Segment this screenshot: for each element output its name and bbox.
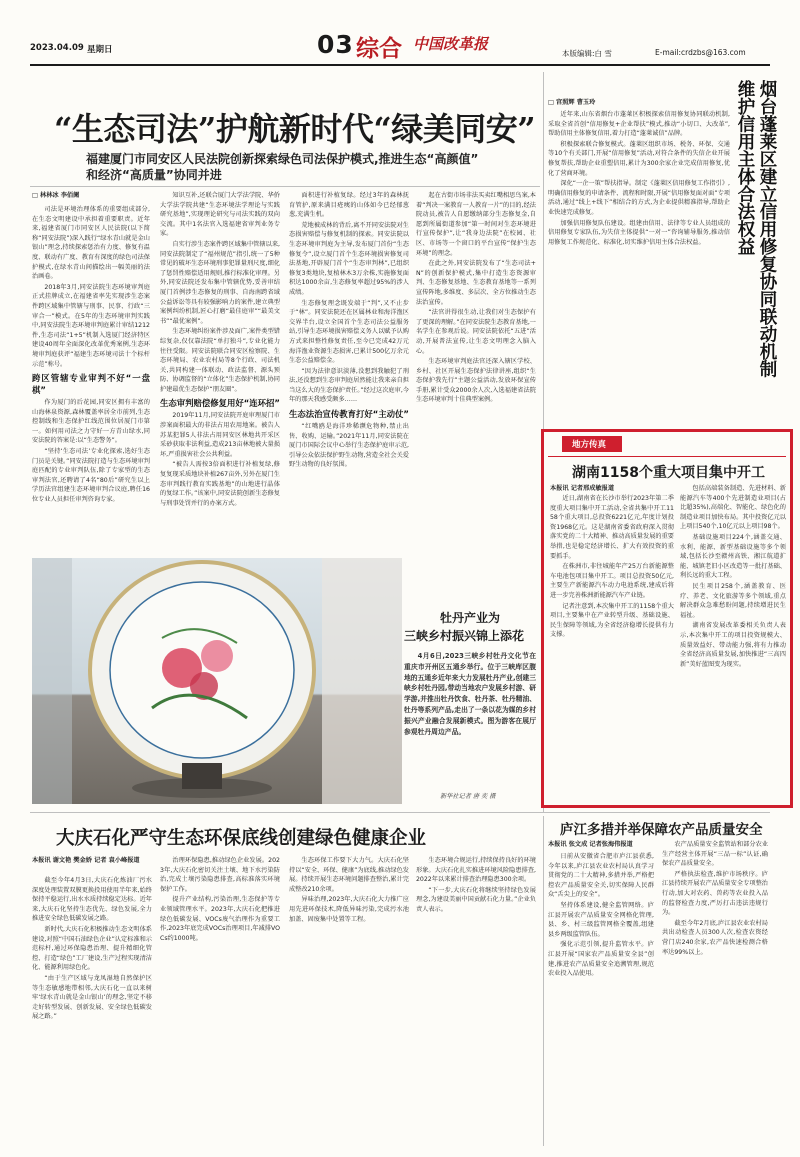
brand-logo: 中国改革报 — [413, 35, 489, 53]
local-news-para: 湖南省发展改革委相关负责人表示,本次集中开工的项目投资规模大、质量效益好、带动能力强,将有力推动全省经济高质量发展,加快推进“三高四新”美好蓝图变为现实。 — [680, 622, 786, 668]
main-headline: “生态司法”护航新时代“绿美同安” — [54, 110, 536, 148]
feature-body: 4月6日,2023三峡乡村牡丹文化节在重庆市开州区五通乡举行。位于三峡库区腹地的五通乡近年来大力发展牡丹产业,创建三峡乡村牡丹园,带动当地农户发展乡村游、研学游,并推出牡丹饮食、牡丹茶、牡丹精油、牡丹等系列产品,走出了一条以花为媒的乡村振兴产业融合发展新模式。图为游客在展厅参观牡丹周边产品。 — [404, 652, 536, 736]
bottom-right-para: 截至今年2月底,庐江县农业农村局共出动检查人员300人次,检查农资经营门店240余家,农产品快速检测合格率达99%以上。 — [662, 919, 768, 956]
main-col1-para: 司法是环境治理体系的重要组成部分,在生态文明建设中承担着重要职责。近年来,福建省厦门市同安区人民法院(以下简称“同安法院”)深入践行“绿水青山就是金山银山”理念,持续探索惩治有力度、修复有温度、联动有广度、教育有深度的绿色司法保护模式,在绿水青山间描绘出一幅美丽的法治画卷。 — [32, 206, 150, 281]
bottom-col2 — [160, 856, 280, 1146]
main-column-1 — [32, 205, 150, 555]
main-col3-para: 荒地被成林的背后,离不开同安法院对生态损害赔偿与修复机制的探索。同安法院以生态环境审判庭为主导,发布厦门首份“生态修复令”,设立厦门首个生态环境损害修复司法基地,开辟厦门首个“生态审判林”,已组织修复3类地块,复植林木3万余株,实施修复面积达1000余亩,生态修复率超过95%的涉人成绩。 — [289, 221, 409, 296]
bottom-right-col1 — [548, 852, 654, 1146]
main-col1-para: 作为厦门的后花园,同安区拥有丰富的山海林泉资源,森林覆盖率居全市前列,生态控制线和生态保护红线范围位居厦门市第一。如何用司法之力守好一方青山绿水,同安法院的答案是:以“生态警务”。 — [32, 399, 150, 445]
main-subtitle-c: 生态法治宣传教育打好“主动仗” — [289, 409, 409, 420]
bottom-para: “下一步,大庆石化将继续坚持绿色发展理念,为建设美丽中国贡献石化力量。”企业负责人表示。 — [416, 886, 536, 913]
main-col1-para: 2018年3月,同安法院生态环境审判庭正式挂牌成立,在福建省率先实现涉生态案件跨区域集中管辖与刑事、民事、行政“三审合一”模式。在5年的生态环境审判实践中,同安法院生态环境审判庭累计审结1212件,生态司法“1+5”机制入选厦门经济特区建设40周年全面深化改革优秀案例,生态环境审判庭获评“福建生态环境司法十个标杆示范”称号。 — [32, 283, 150, 368]
bottom-right-para: 日前从安徽省合肥市庐江县获悉,今年以来,庐江县农业农村局认真学习贯彻党的二十大精神,多措并举,严格把控农产品质量安全关,切实保障人民群众“舌尖上的安全”。 — [548, 853, 654, 899]
right-top-para: 加强信用修复队伍建设。组建由信用、法律等专业人员组成的信用修复专家队伍,为失信主体提供“一对一”咨询辅导服务,推动信用修复工作规范化、标准化,切实维护信用主体合法权益。 — [548, 219, 730, 246]
main-column-4 — [416, 191, 536, 521]
bottom-col3 — [289, 856, 409, 1146]
main-col4-para: 生态环境审判庭法官还深入辖区学校、乡村、社区开展生态保护法律讲座,组织“生态保护我先行”主题公益活动,发放环保宣传手册,累计受众2000余人次,入选福建省法院生态环境审判十佳典型案例。 — [416, 358, 536, 404]
main-col3-para: 生态修复理念既发端于“判”,又不止步于“林”。同安法院还在区属林业和海洋渔区交界半台,设立全国首个生态司法公益服务站,引导生态环境损害赔偿义务人以赋予认购方式来担整性修复责任,至今已完成42万元海洋渔业资源生态损害,已累计500亿万余元生态公益赔偿金。 — [289, 299, 409, 365]
header-bar — [30, 24, 770, 64]
main-headline-rule — [30, 186, 540, 187]
porcelain-plate-photo — [32, 558, 402, 804]
bottom-right-byline: 本报讯 张文成 记者张海伟报道 — [548, 841, 633, 848]
local-news-box — [541, 429, 793, 808]
main-col4-para: 起在古街市场非法买卖红嘴相思鸟案,本着“判决一案教育一人教育一片”的目的,经法院动员,被告人自愿缴纳部分生态修复金,自愿到所属街道参加“第一时间对生态环境进行宣传保护”,让“我身边法院”在校园、社区、市场等一个窗口的平台宣传“保护生态环境”的理念。 — [416, 192, 536, 257]
bottom-para: 提升产业结构,污染治理,生态保护等专业领域管理水平。2023年,大庆石化把推进绿色低碳发展、VOCs废气治理作为重要工作,2023年底完成VOCs治理项目,年减排VOCs约1000吨。 — [160, 896, 280, 942]
main-subtitle-b: 生态审判赔偿修复用好“连环招” — [160, 398, 280, 409]
main-subhead-2: 和经济“高质量”协同并进 — [86, 168, 222, 182]
main-col4-para: 在此之外,同安法院发布了“生态司法+N”的创新保护模式,集中打造生态资源审判、生态修复基地、生态教育基地等一系列宣传阵地,多维度、多层次、全方位推动生态法治宣传。 — [416, 260, 536, 306]
local-news-badge — [562, 436, 622, 452]
bottom-byline-label: 本报讯 — [32, 857, 51, 864]
page-email: E-mail:crdzbs@163.com — [655, 48, 746, 57]
bottom-para: 生态环境合规运行,持续保持良好的环境形象。大庆石化扎实推进环境风险隐患排查,2022年以来累计排查治理隐患300余项。 — [416, 857, 536, 884]
local-news-para: 基础设施项目224个,涵盖交通、水利、能源、新型基础设施等多个领域,包括长沙至赣州高铁、湘江航道扩能、城镇老旧小区改造等一批打基础、利长远的重大工程。 — [680, 533, 786, 580]
main-col3-para: 面积进行补植复绿。经过3年的森林抚育管护,原来满目疮痍的山体如今已经郁葱葱,充满生机。 — [289, 192, 409, 219]
page-number: 03 — [317, 30, 354, 59]
bottom-right-para: 坚持体系建设,健全监管网络。庐江县开展农产品质量安全网格化管理,县、乡、村三级监管网格全覆盖,组建县乡两级监管队伍。 — [548, 901, 654, 938]
local-news-para: 记者注意到,本次集中开工的1158个重大项目,主要集中在产业转型升级、基础设施、民生保障等领域,为全省经济稳增长提供有力支撑。 — [550, 602, 674, 639]
bottom-section-rule — [30, 812, 770, 813]
bottom-column-divider — [543, 816, 544, 1146]
right-top-para: 积极探索联合修复模式。蓬莱区组织市场、税务、环保、交通等10个有关部门,开展“信用修复”活动,对符合条件的失信企业开展修复帮扶,帮助企业重塑信用,累计为300余家企业完成信用修复,优化了营商环境。 — [548, 140, 730, 177]
right-top-vertical-title: 烟台蓬莱区建立信用修复协同联动机制 维护信用主体合法权益 — [735, 80, 777, 378]
main-subtitle-a: 跨区管辖专业审判不好“一盘棋” — [32, 373, 150, 396]
local-news-rule — [548, 456, 786, 457]
feature-box — [402, 601, 538, 807]
section-name: 综合 — [356, 36, 402, 62]
main-col4-para: “法官讲得很生动,让我们对生态保护有了更深的理解。”在同安法院生态教育基地,一名学生在参观后说。同安法院依托“五进”活动,开展普法宣传,让生态文明理念入脑入心。 — [416, 309, 536, 355]
feature-title-2: 三峡乡村振兴锦上添花 — [404, 629, 525, 643]
issue-weekday: 星期日 — [87, 45, 113, 55]
plate-illustration-icon — [32, 558, 402, 804]
main-col2-para: 自实行涉生态案件跨区域集中管辖以来,同安法院制定了“福州规范”指引,统一了5种常见的破坏生态环境刑事犯罪量刑尺度,细化了惩罚性赔偿适用规则,推行标准化审理。另外,同安法院还发布集中管辖优势,妥善审结厦门首例涉生态修复的刑事、自海南跨省域公益诉讼等具有较强影响力的案件,建立典型案例纠纷机制,匠心打磨“最佳庭审”“最美文书”“最优案例”。 — [160, 240, 280, 325]
bottom-right-para: 强化示范引领,提升监管水平。庐江县开展“国家农产品质量安全县”创建,推进农产品质量安全追溯管理,规范农业投入品使用。 — [548, 941, 654, 978]
main-col2-para: 知识互补,还联合厦门大学法学院、华侨大学法学院共建“生态环境法学理论与实践研究基地”,实现理论研究与司法实践的双向交流。其中1名法官入选福建省审判业务专家。 — [160, 192, 280, 238]
main-col2-para: 2019年11月,同安法院开庭审理厦门市涉案面积最大的非法占用农用地案。被告人苏某犯罪5人非法占用同安区林地共开采区采砂获取非法利益,造成213亩林地被大量损坏,严重损害社会公共利益。 — [160, 412, 280, 458]
feature-title-1: 牡丹产业为 — [440, 611, 501, 625]
header-rule — [30, 64, 770, 66]
bottom-col4 — [416, 856, 536, 1146]
issue-date: 2023.04.09 — [30, 43, 84, 53]
local-news-col1 — [550, 494, 674, 800]
main-byline: □ 林林冰 李佰阑 — [32, 192, 80, 199]
right-top-byline: □ 宫照辉 曹玉玲 — [548, 99, 596, 106]
right-top-para: 近年来,山东省烟台市蓬莱区积极探索信用修复协同联动机制,采取全省首创“信用修复+企业帮扶”模式,推动“小切口、大改革”,帮助信用主体修复信用,着力打造“蓬莱诚信”品牌。 — [548, 111, 730, 138]
main-col1-para: “坚持‘生态司法’专业化探索,选好生态门员是关键。”同安法院打造与生态环境审判庭匹配的专业审判队伍,除了专家型的生态审判法官,还聘请了4名“80后”研究生以上学历法官组建生态环境审判合议庭,聘任16位专业人员担任审判咨询专家。 — [32, 448, 150, 504]
bottom-right-col2 — [662, 840, 768, 1146]
local-news-para: 包括高端装备制造、先进材料、新能源汽车等400个先进制造业项目(占比超35%),高端化、智能化、绿色化的制造业项目加快布局。其中投资亿元以上项目540个,10亿元以上项目98个。 — [680, 485, 786, 531]
bottom-para: “由于生产区域与龙凤湿地自然保护区等生态敏感地带相邻,大庆石化一直以来树牢‘绿水青山就是金山银山’的理念,坚定不移走好转型发展、创新发展、安全绿色低碳发展之路。” — [32, 974, 152, 1021]
local-news-para: 在株洲市,非往城能年产25万台新能源整车电池包项目集中开工。项目总投资50亿元,主要生产新能源汽车动力电池系统,建成后将进一步完善株洲新能源汽车产业链。 — [550, 563, 674, 599]
local-news-headline: 湖南1158个重大项目集中开工 — [572, 465, 765, 481]
bottom-para: 治理环保隐患,推动绿色企业发展。2023年,大庆石化密切关注土壤、地下水污染防治,完成土壤污染隐患排查,高标准落实环境保护工作。 — [160, 857, 280, 893]
bottom-col1 — [32, 876, 152, 1146]
main-column-3 — [289, 191, 409, 521]
main-col2-para: “被告人需按3倍面积进行补植复绿,修复复现采质地块补植267亩外,另外在厦门生态审判践行教育实践基地”的山地进行晶体的复绿工作。”该案中,同安法院创新生态修复与刑事处罚并行的办案方式。 — [160, 461, 280, 507]
bottom-byline — [32, 856, 152, 866]
bottom-headline: 大庆石化严守生态环保底线创建绿色健康企业 — [56, 828, 427, 849]
right-top-para: 深化“一企一策”帮扶指导。制定《蓬莱区信用修复工作指引》,明确信用修复的申请条件、流程和时限,开展“信用修复面对面”专项活动,通过“线上+线下”相结合的方式,为企业提供精准指导,帮助企业快速完成修复。 — [548, 180, 730, 216]
local-news-badge-label: 地方传真 — [572, 440, 607, 450]
bottom-right-para: 农产品质量安全监管站和部分农业生产经营主体开展“三品一标”认证,确保农产品质量安全。 — [662, 841, 768, 868]
feature-credit: 新华社记者 唐 奕 摄 — [440, 793, 496, 800]
bottom-para: 异味治理,2023年,大庆石化大力推广应用先进环保技术,降低异味污染,完成污水池加盖、固废集中处置等工程。 — [289, 896, 409, 923]
local-news-para: 近日,湖南省在长沙市举行2023年第二季度重大项目集中开工活动,全省共集中开工1158个重大项目,总投资6221亿元,年度计划投资1968亿元。这是湖南省委省政府深入贯彻落实党的二十大精神、推动高质量发展的重要举措,也是稳定经济增长、扩大有效投资的重要抓手。 — [550, 495, 674, 560]
bottom-byline-names: 谢文艳 樊金娇 记者 袁小峰报道 — [52, 857, 140, 864]
local-news-col2 — [680, 484, 786, 800]
local-news-para: 民生项目258个,涵盖教育、医疗、养老、文化旅游等多个领域,重点解决群众急难愁盼问题,持续增进民生福祉。 — [680, 582, 786, 619]
bottom-para: 截至今年4月3日,大庆石化炼油厂污水深度处理装置双膜更换投用使用半年来,始终保持平稳运行,出水水质持续稳定达标。近年来,大庆石化坚持生态优先、绿色发展,全力推进安全绿色低碳发展之路。 — [32, 877, 152, 923]
main-subhead-1: 福建厦门市同安区人民法院创新探索绿色司法保护模式,推进生态“高颜值” — [86, 152, 479, 166]
bottom-para: 生态环保工作要下大力气。大庆石化坚持以“安全、环保、健康”为底线,推动绿色发展。持续开展生态环境问题排查整治,累计完成整改210余项。 — [289, 857, 409, 893]
bottom-para: 新时代,大庆石化积极推动生态文明体系建设,对照“中国石油绿色企业”认定标准和示范标杆,通过环保隐患治理、提升精细化管控、打造“绿色”工厂建设,生产过程实现清洁化、能源利用绿色化。 — [32, 925, 152, 972]
right-top-body — [548, 110, 730, 410]
main-col3-para: “红嘴鸥是海洋珍稀濒危物种,禁止出售、收购、运输。”2021年11月,同安法院在厦门市国际会议中心举行生态保护庭审示范,引导公众依法保护野生动物,营造全社会关爱野生动物的良好氛围。 — [289, 423, 409, 469]
bottom-right-headline: 庐江多措并举保障农产品质量安全 — [560, 822, 763, 838]
bottom-right-para: 严格执法检查,维护市场秩序。庐江县持续开展农产品质量安全专项整治行动,加大对农药、兽药等农业投入品的监督检查力度,严厉打击违法违规行为。 — [662, 870, 768, 917]
main-col3-para: “因为法律意识淡薄,没想到我触犯了刑法,还没想到生态审判庭居然能让我来亲自担当这么大的生态保护责任。”经过这次庭审,今年的那天我感受颇多…… — [289, 367, 409, 404]
page-editor: 本版编辑:白 雪 — [562, 49, 612, 58]
local-news-byline: 本报讯 记者邢成敏报道 — [550, 485, 615, 492]
main-col2-para: 生态环境纠纷案件涉及面广,案件类型错综复杂,仅仅靠法院“单打独斗”,专业化能力往往受限。同安法院联合同安区检察院、生态环境局、农业农村局等8个行政、司法机关,共同构建一体联动、政法监督、源头预防、协调监督的“立体化”生态保护机制,协同护建最优生态保护“朋友圈”。 — [160, 328, 280, 393]
main-column-2 — [160, 191, 280, 521]
